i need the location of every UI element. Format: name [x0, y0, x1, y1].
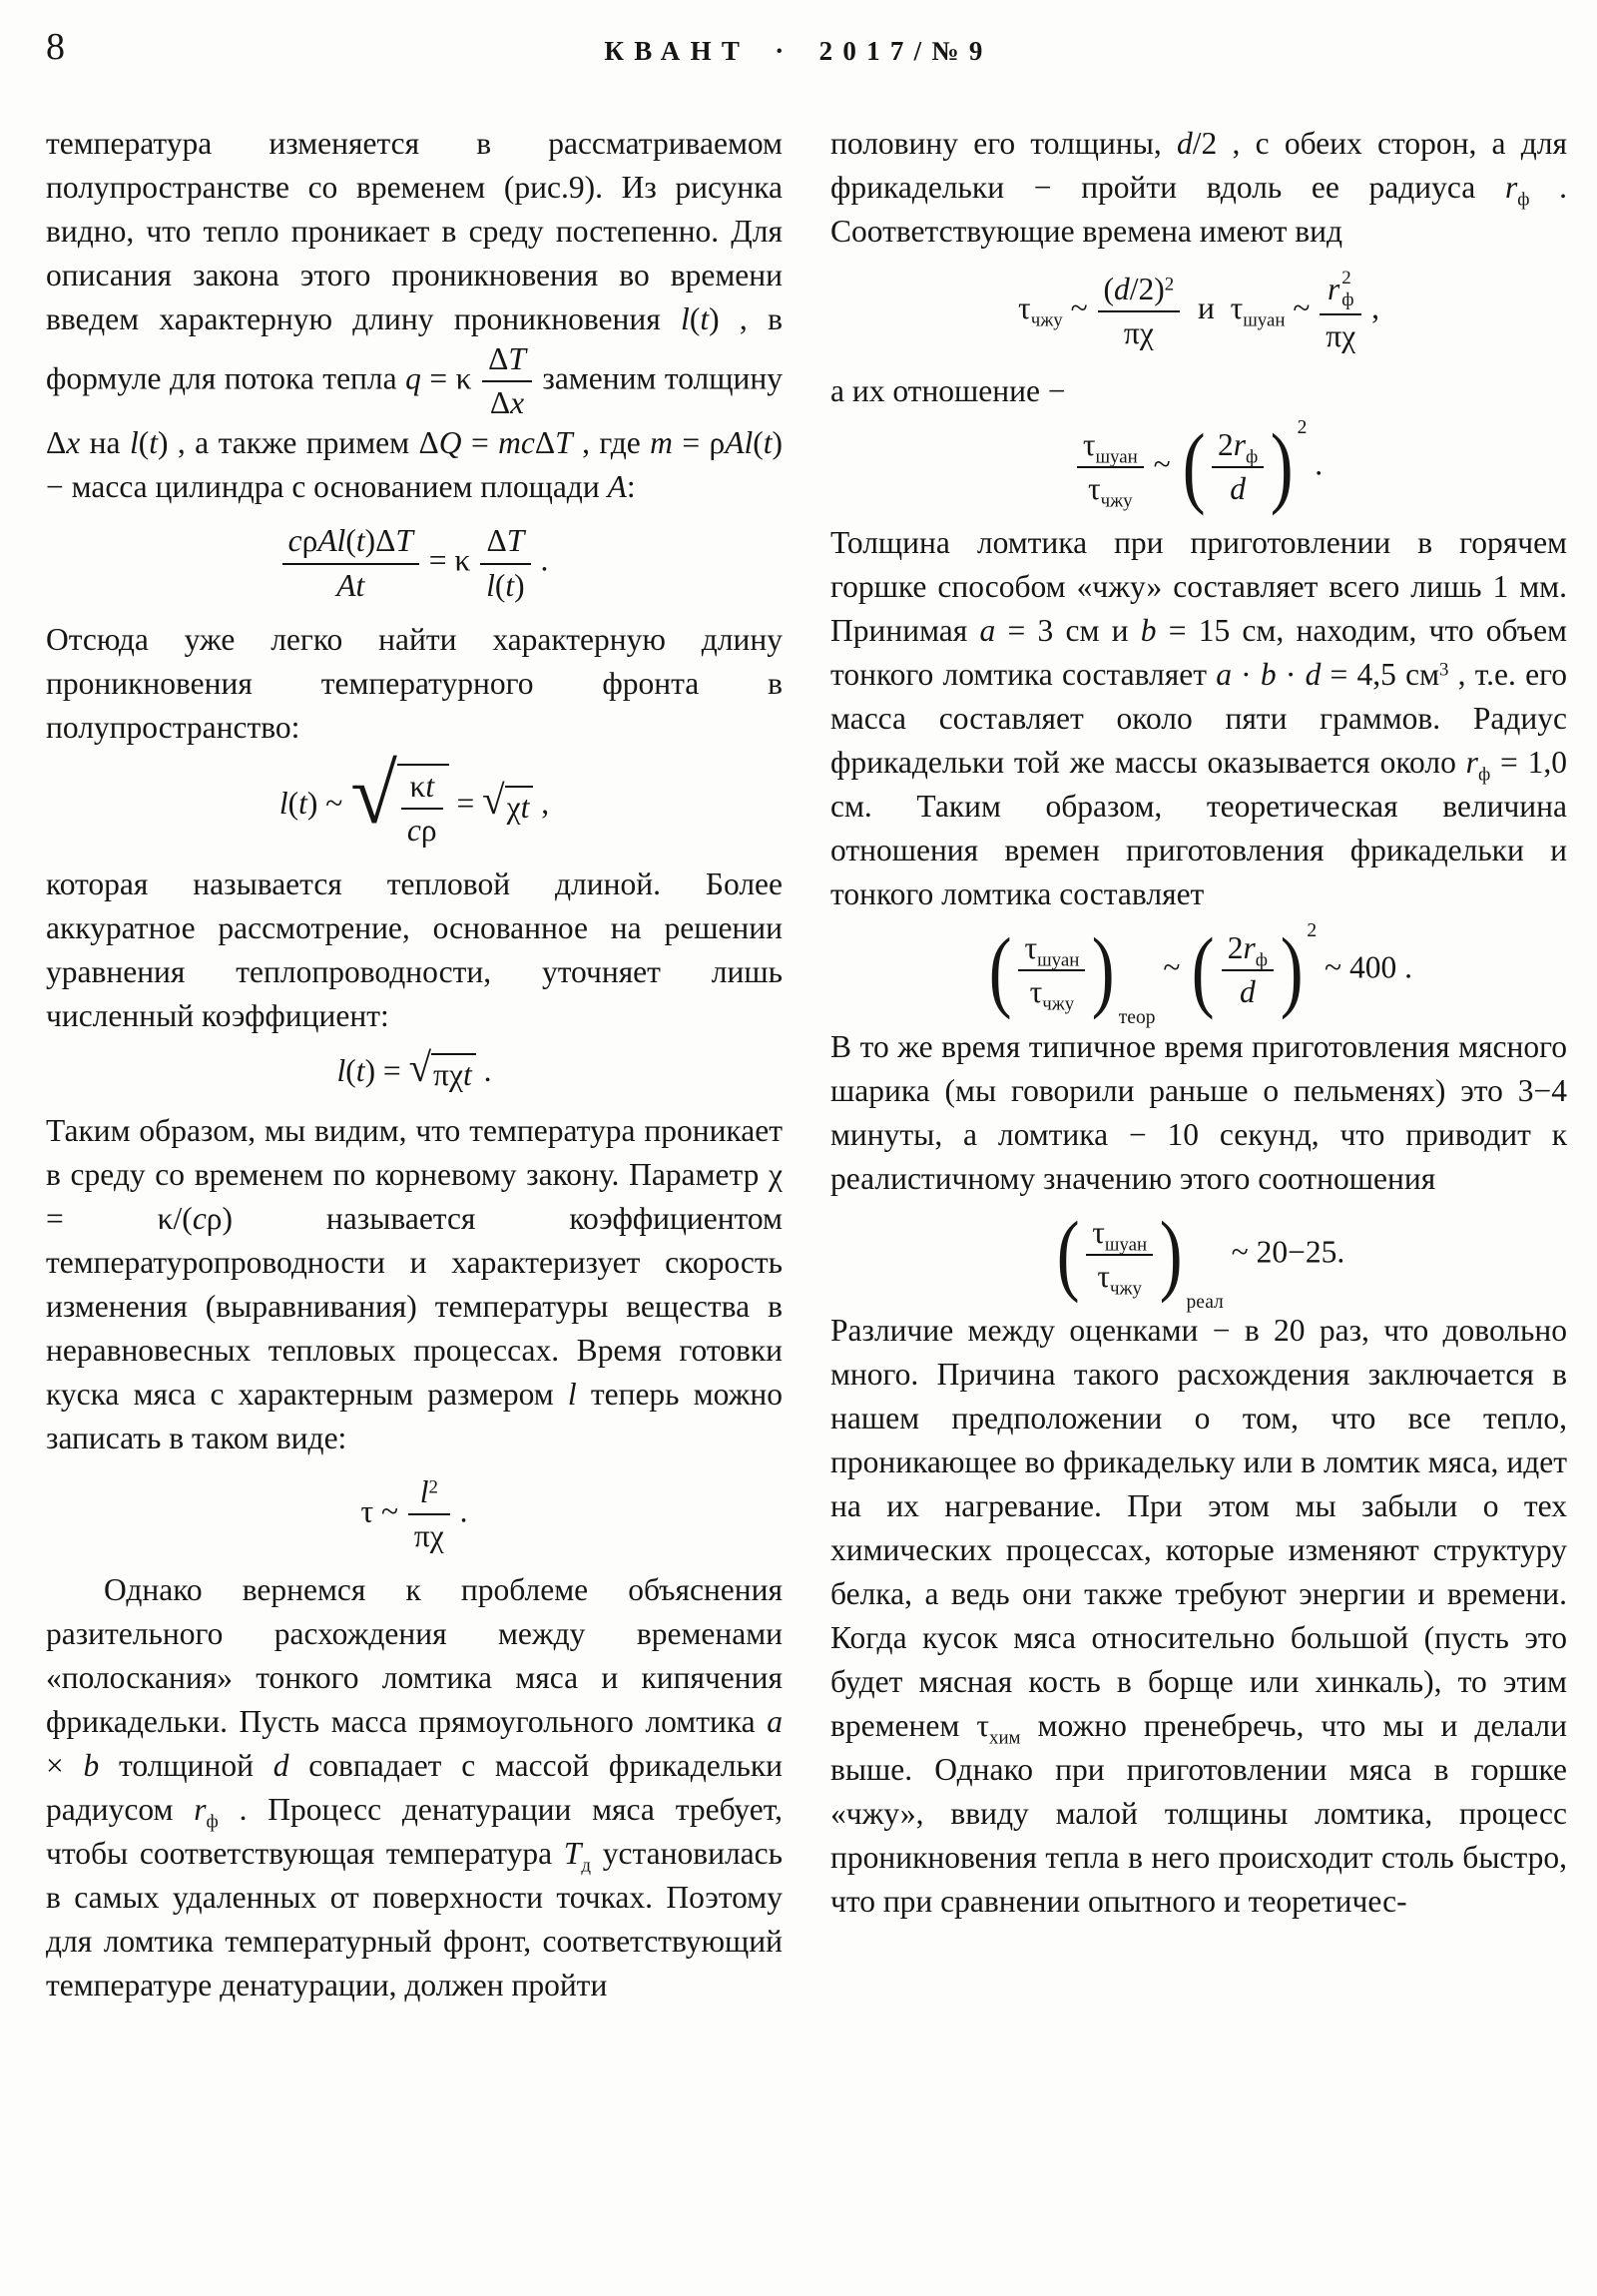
text-run: Толщина ломтика при приготовлении в горячем горшке способом «чжу» составляет всего лишь 1 мм. Принимая	[830, 525, 1567, 649]
math-variable: l	[129, 425, 139, 461]
text-run: (	[345, 1053, 356, 1089]
math-variable: q	[405, 360, 421, 396]
math-variable: c	[406, 813, 421, 849]
radical-sign: √	[408, 1045, 432, 1091]
paren-exponent: 2	[1297, 416, 1308, 438]
math-variable: x	[510, 385, 525, 421]
text-run: τ	[1097, 1258, 1110, 1294]
display-formula	[830, 268, 1567, 355]
fraction-denominator	[408, 1513, 450, 1554]
math-variable: r	[1327, 271, 1340, 306]
text-run: τ ~	[360, 1493, 406, 1529]
math-variable: c	[287, 523, 302, 559]
math-variable: T	[395, 523, 413, 559]
display-formula	[46, 523, 783, 603]
radical-sign: √	[482, 777, 505, 823]
paren-group	[1179, 415, 1308, 517]
body-paragraph	[46, 1109, 783, 1460]
math-variable: Al	[317, 523, 346, 559]
subscript: шуан	[1095, 446, 1138, 468]
fraction-denominator	[1212, 466, 1264, 507]
math-variable: t	[355, 523, 365, 559]
math-variable: l	[567, 1376, 577, 1412]
fraction	[1075, 426, 1146, 512]
text-run: τ	[1018, 290, 1031, 326]
subscript: ф	[1517, 189, 1530, 211]
fraction-denominator	[480, 563, 531, 604]
fraction-numerator	[401, 769, 443, 808]
display-formula	[830, 1203, 1567, 1313]
text-run: В то же время типичное время приготовления мясного шарика (мы говорили раньше о пельменях) это 3−4 минуты, а ломтика − 10 секунд, что приводит к реалистичному значению этого соотношения	[830, 1028, 1567, 1196]
fraction	[480, 341, 534, 421]
text-run: (	[345, 523, 356, 559]
paren-index: реал	[1186, 1291, 1224, 1313]
text-run: (	[753, 425, 764, 461]
paren-content	[1083, 1214, 1156, 1300]
journal-separator: ·	[775, 36, 795, 66]
fraction	[1318, 268, 1363, 355]
text-run: = 4,5 см	[1321, 657, 1440, 693]
math-variable: t	[355, 1053, 365, 1089]
text-run: ρ) называется коэффициентом температуропроводности и характеризует скорость изменения (выравнивания) температуры вещества в неравновесных тепловых процессах. Время готовки куска мяса с характерным размером	[46, 1200, 783, 1412]
superscript: 2	[428, 1476, 438, 1498]
two-column-body	[0, 100, 1597, 2008]
fraction	[1084, 1214, 1155, 1300]
text-run: χ	[506, 789, 521, 825]
text-run: и	[1182, 290, 1231, 326]
fraction-numerator	[1320, 268, 1361, 313]
fraction-numerator	[482, 341, 532, 380]
display-formula	[46, 1474, 783, 1554]
math-variable: At	[336, 567, 365, 603]
text-run: =	[461, 425, 499, 461]
fraction-numerator	[480, 523, 531, 562]
journal-name: КВАНТ	[604, 36, 751, 66]
text-run: τ	[1082, 426, 1096, 462]
fraction	[280, 523, 421, 603]
fraction-numerator	[1018, 930, 1085, 969]
radicand	[431, 1053, 476, 1094]
text-run: )Δ	[364, 523, 396, 559]
math-variable: d	[1230, 470, 1246, 506]
subscript: чжу	[1042, 993, 1075, 1015]
page-number: 8	[46, 26, 65, 68]
fraction	[399, 769, 445, 849]
superscript: 2	[1164, 274, 1175, 295]
paren-group	[1053, 1203, 1224, 1313]
math-variable: t	[763, 425, 773, 461]
math-variable: t	[700, 301, 710, 336]
text-run: Δ	[486, 523, 507, 559]
right-column	[830, 122, 1567, 2008]
fraction-denominator	[1086, 1254, 1153, 1300]
text-run: πχ	[413, 1518, 444, 1553]
square-root	[408, 1045, 476, 1094]
fraction-numerator	[282, 523, 419, 562]
text-run: (	[287, 785, 299, 821]
math-variable: A	[607, 469, 627, 505]
math-variable: Al	[725, 425, 754, 461]
math-variable: r	[194, 1792, 207, 1828]
text-run: Отсюда уже легко найти характерную длину проникновения температурного фронта в полупространство:	[46, 621, 783, 745]
math-variable: a	[767, 1704, 783, 1740]
paren-group	[1188, 918, 1318, 1020]
text-run: τ	[1024, 930, 1038, 966]
display-formula	[46, 747, 783, 849]
text-run: /2)	[1129, 271, 1165, 306]
fraction	[1096, 272, 1183, 351]
text-run: Однако вернемся к проблеме объяснения разительного расхождения между временами «полоскания» тонкого ломтика мяса и кипячения фрикадельки. Пусть масса прямоугольного ломтика	[46, 1572, 783, 1740]
text-run: теперь можно записать в таком виде:	[46, 1376, 783, 1455]
text-run: ~	[1285, 290, 1319, 326]
journal-title	[0, 36, 1597, 67]
math-variable: t	[462, 1057, 472, 1093]
text-run: ~ 20−25.	[1223, 1234, 1345, 1270]
fraction	[1210, 427, 1266, 507]
subscript: чжу	[1100, 490, 1133, 512]
fraction-denominator	[1222, 969, 1274, 1010]
math-variable: a	[979, 613, 996, 649]
math-variable: t	[425, 768, 435, 804]
math-variable: t	[505, 567, 515, 603]
text-run: Δ	[489, 385, 511, 421]
square-root	[482, 777, 533, 827]
sub-sup-stack	[1341, 268, 1353, 310]
close-paren: )	[1092, 918, 1115, 1020]
fraction	[478, 523, 533, 603]
math-variable: b	[1260, 657, 1277, 693]
fraction-denominator	[1320, 313, 1361, 354]
display-formula	[830, 415, 1567, 517]
fraction	[1016, 930, 1087, 1015]
math-variable: r	[1233, 426, 1246, 462]
text-run: πχ	[1123, 314, 1154, 350]
math-variable: l	[336, 1053, 346, 1089]
open-paren: (	[1192, 918, 1215, 1020]
text-run: заменим толщину Δ	[46, 360, 783, 461]
body-paragraph	[46, 618, 783, 750]
fraction-denominator	[1098, 310, 1181, 351]
math-variable: l	[419, 1473, 429, 1509]
subscript: шуан	[1104, 1234, 1148, 1256]
text-run: 2	[1227, 930, 1244, 966]
fraction-numerator	[408, 1474, 450, 1513]
text-run: ~ 400 .	[1317, 949, 1412, 985]
math-variable: r	[1504, 170, 1518, 205]
open-paren: (	[1056, 1203, 1080, 1305]
text-run: /2 , с обеих сторон, а для фрикадельки − пройти вдоль ее радиуса	[830, 126, 1568, 205]
text-run: ) , в формуле для потока тепла	[46, 301, 783, 396]
fraction-numerator	[1098, 272, 1181, 310]
fraction-denominator	[401, 808, 443, 849]
fraction	[406, 1474, 452, 1554]
math-variable: T	[563, 1836, 582, 1872]
close-paren: )	[1271, 415, 1294, 517]
text-run: )	[514, 567, 525, 603]
math-variable: T	[555, 425, 573, 461]
text-run: τ	[1029, 974, 1043, 1010]
math-variable: r	[1243, 930, 1256, 966]
math-variable: mc	[498, 425, 535, 461]
text-run: установилась в самых удаленных от поверхности точках. Поэтому для ломтика температурный фронт, соответствующий температуре денатурации, должен пройти	[46, 1836, 783, 2004]
text-run: совпадает с массой фрикадельки радиусом	[46, 1748, 784, 1828]
body-paragraph	[830, 1309, 1567, 1924]
text-run: температура изменяется в рассматриваемом полупространстве со временем (рис.9). Из рисунка видно, что тепло проникает в среду постепенно. Для описания закона этого проникновения во времени введем характерную длину проникновения	[46, 126, 783, 336]
subscript: ф	[1477, 764, 1491, 786]
text-run: .	[1307, 446, 1324, 482]
body-paragraph	[46, 122, 783, 509]
left-column	[46, 122, 783, 2008]
text-run: κ	[409, 768, 426, 804]
fraction-numerator	[1212, 427, 1264, 466]
text-run: Различие между оценками − в 20 раз, что довольно много. Причина такого расхождения заключается в нашем предположении о том, что все тепло, проникающее во фрикадельку или в ломтик мяса, идет на их нагревание. При этом мы забыли о тех химических процессах, которые изменяют структуру белка, а ведь они также требуют энергии и времени. Когда кусок мяса относительно большой (пусть это будет мясная кость в борще или хинкаль), то этим временем τ	[830, 1313, 1567, 1743]
subscript: ф	[206, 1811, 219, 1833]
paren-content	[1015, 930, 1088, 1015]
text-run: ,	[533, 785, 550, 821]
subscript: чжу	[1030, 309, 1063, 331]
subscript: ф	[1245, 446, 1259, 468]
math-variable: d	[1239, 974, 1256, 1010]
fraction-numerator	[1077, 427, 1144, 466]
text-run: τ	[1230, 290, 1244, 326]
math-variable: t	[520, 789, 530, 825]
text-run: Таким образом, мы видим, что температура проникает в среду со временем по корневому закону. Параметр χ = κ/(	[46, 1112, 783, 1236]
subscript: шуан	[1243, 309, 1286, 331]
text-run: τ	[1092, 1214, 1105, 1250]
math-variable: t	[149, 425, 158, 461]
text-run: толщиной	[99, 1748, 273, 1784]
body-paragraph	[830, 521, 1567, 916]
text-run: = 3 см и	[995, 613, 1141, 649]
math-variable: d	[272, 1748, 289, 1784]
text-run: ~	[1155, 949, 1189, 985]
text-run: ~	[1062, 290, 1096, 326]
paren-exponent: 2	[1307, 920, 1318, 942]
text-run: Δ	[488, 341, 509, 376]
fraction-denominator	[1018, 969, 1085, 1015]
body-paragraph	[46, 1568, 783, 2008]
text-run: = κ	[420, 542, 479, 578]
square-root	[350, 747, 448, 849]
text-run: , где	[572, 425, 651, 461]
subscript: шуан	[1037, 949, 1080, 971]
display-formula	[46, 1045, 783, 1094]
math-variable: T	[506, 523, 525, 559]
text-run: ) , а также примем Δ	[157, 425, 439, 461]
text-run: , т.е. его масса составляет около пяти граммов. Радиус фрикадельки той же массы оказывается около	[830, 657, 1567, 781]
fraction	[1220, 930, 1276, 1010]
text-run: πχ	[433, 1057, 463, 1093]
text-run: .	[451, 1493, 468, 1529]
text-run: = ρ	[672, 425, 726, 461]
math-variable: T	[508, 341, 526, 376]
math-variable: c	[192, 1200, 207, 1236]
math-variable: l	[278, 785, 288, 821]
text-run: =	[448, 785, 483, 821]
paren-group	[985, 918, 1156, 1029]
math-variable: l	[681, 301, 690, 336]
fraction-numerator	[1222, 930, 1274, 969]
text-run: ) =	[364, 1053, 409, 1089]
text-run: (	[494, 567, 506, 603]
paren-content	[1209, 427, 1267, 507]
math-variable: t	[298, 785, 307, 821]
text-run: = 15 см, находим, что объем тонкого ломтика составляет	[830, 613, 1567, 693]
fraction-denominator	[1077, 466, 1144, 512]
text-run: ρ	[420, 813, 437, 849]
subscript: ф	[1341, 288, 1354, 310]
body-paragraph	[830, 369, 1567, 413]
math-variable: d	[1177, 126, 1193, 161]
radicand	[505, 786, 534, 827]
display-formula	[830, 918, 1567, 1029]
superscript: 2	[1341, 268, 1351, 288]
text-run: Δ	[534, 425, 556, 461]
text-run: ·	[1231, 657, 1261, 693]
text-run: ,	[1363, 290, 1379, 326]
text-run: (	[138, 425, 150, 461]
text-run: ×	[46, 1748, 84, 1784]
math-variable: x	[66, 425, 81, 461]
text-run: (	[689, 301, 701, 336]
subscript: ф	[1255, 949, 1268, 971]
math-variable: b	[83, 1748, 100, 1784]
radicand	[397, 764, 449, 849]
paren-content	[1219, 930, 1277, 1010]
math-variable: a	[1216, 657, 1232, 693]
text-run: а их отношение −	[830, 372, 1066, 408]
text-run: .	[532, 542, 549, 578]
text-run: ~	[1145, 446, 1179, 482]
text-run: . Процесс денатурации мяса требует, чтобы соответствующая температура	[46, 1792, 783, 1872]
math-variable: Q	[438, 425, 462, 461]
fraction-numerator	[1086, 1215, 1153, 1254]
math-variable: m	[650, 425, 673, 461]
body-paragraph	[830, 122, 1567, 254]
subscript: чжу	[1110, 1278, 1142, 1300]
text-run: половину его толщины,	[830, 126, 1177, 161]
body-paragraph	[46, 862, 783, 1038]
journal-issue: 2017/№9	[818, 36, 993, 66]
math-variable: d	[1305, 657, 1322, 693]
open-paren: (	[1182, 415, 1206, 517]
text-run: τ	[1087, 470, 1101, 506]
math-variable: l	[486, 567, 495, 603]
text-run: :	[626, 469, 636, 505]
open-paren: (	[988, 918, 1012, 1020]
var-with-sub-sup	[1328, 268, 1354, 310]
text-run: ) ~	[306, 785, 351, 821]
text-run: ) − масса цилиндра с основанием площади	[46, 425, 783, 505]
text-run: (	[1103, 271, 1115, 306]
text-run: ρ	[301, 523, 318, 559]
fraction-denominator	[282, 563, 419, 604]
close-paren: )	[1159, 1203, 1183, 1305]
radical-sign: √	[350, 747, 397, 842]
subscript: хим	[989, 1727, 1021, 1749]
paren-index: теор	[1118, 1007, 1156, 1029]
text-run: . Соответствующие времена имеют вид	[830, 170, 1567, 249]
text-run: .	[475, 1053, 492, 1089]
text-run: на	[80, 425, 130, 461]
math-variable: b	[1140, 613, 1157, 649]
text-run: πχ	[1326, 318, 1356, 354]
text-run: ·	[1276, 657, 1306, 693]
text-run: можно пренебречь, что мы и делали выше. Однако при приготовлении мяса в горшке «чжу», ввиду малой толщины ломтика, процесс проникновения тепла в него происходит столь быстро, что при сравнении опытного и теоретичес-	[830, 1708, 1567, 1919]
text-run: 2	[1217, 426, 1234, 462]
page-header	[0, 0, 1597, 100]
close-paren: )	[1280, 918, 1304, 1020]
math-variable: r	[1465, 745, 1478, 781]
fraction-denominator	[482, 380, 532, 421]
text-run: которая называется тепловой длиной. Более аккуратное рассмотрение, основанное на решении уравнения теплопроводности, уточняет лишь численный коэффициент:	[46, 866, 783, 1034]
text-run: = 1,0 см. Таким образом, теоретическая величина отношения времен приготовления фрикадельки и тонкого ломтика составляет	[830, 745, 1567, 912]
text-run: = κ	[420, 360, 481, 396]
superscript: 3	[1439, 659, 1449, 681]
body-paragraph	[830, 1025, 1567, 1201]
math-variable: d	[1114, 271, 1130, 306]
subscript: д	[581, 1855, 591, 1877]
